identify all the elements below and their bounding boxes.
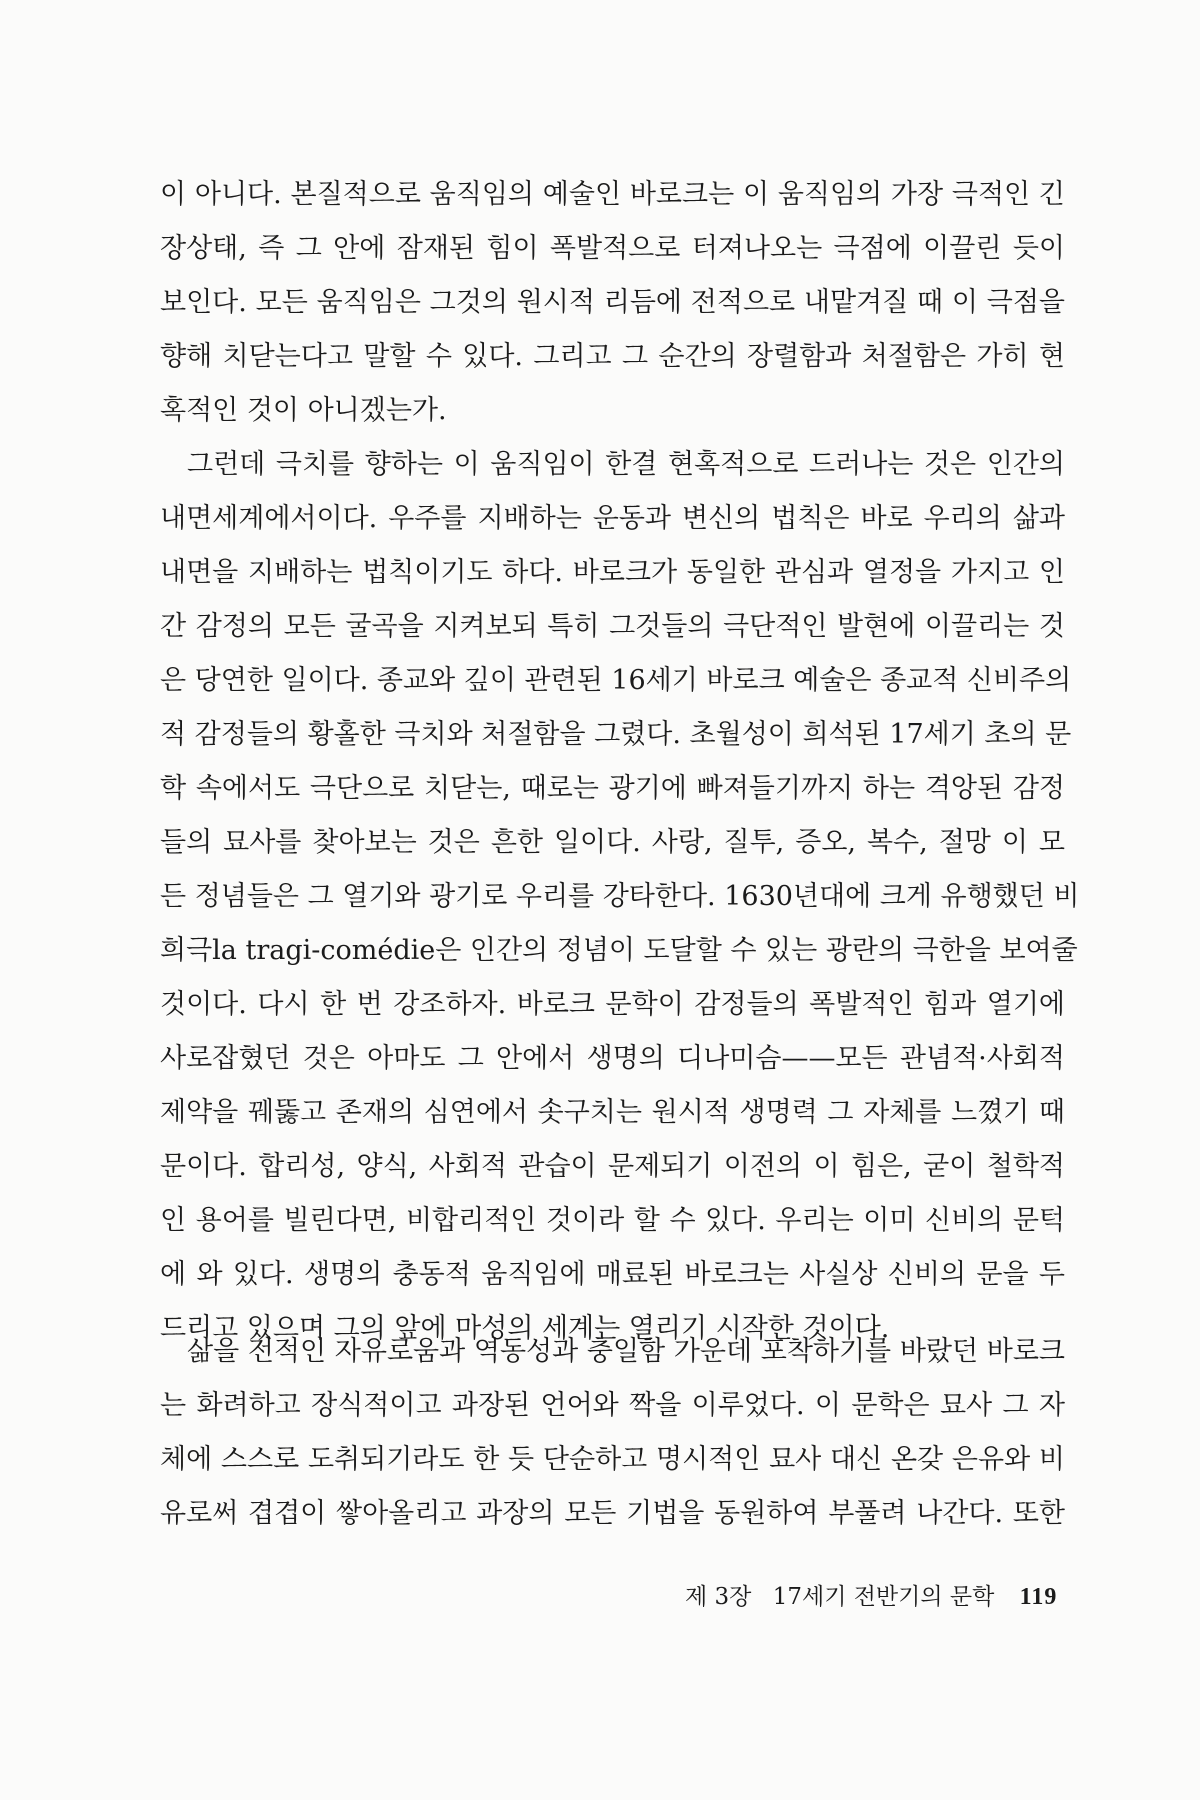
text-line: 내면을 지배하는 법칙이기도 하다. 바로크가 동일한 관심과 열정을 가지고 인	[160, 557, 1065, 588]
text-line: 체에 스스로 도취되기라도 한 듯 단순하고 명시적인 묘사 대신 온갖 은유와 비	[160, 1444, 1065, 1475]
body-text-upper	[160, 168, 1080, 1356]
text-line: 은 당연한 일이다. 종교와 깊이 관련된 16세기 바로크 예술은 종교적 신비주의	[160, 665, 1072, 696]
paragraph	[160, 438, 1080, 1356]
section-title: 17세기 전반기의 문학	[772, 1584, 995, 1610]
text-line: 드리고 있으며 그의 앞에 마성의 세계는 열리기 시작한 것이다.	[160, 1313, 890, 1344]
page-number: 119	[1019, 1584, 1058, 1610]
text-line: 제약을 꿰뚫고 존재의 심연에서 솟구치는 원시적 생명력 그 자체를 느꼈기 때	[160, 1097, 1065, 1128]
text-line: 유로써 겹겹이 쌓아올리고 과장의 모든 기법을 동원하여 부풀려 나간다. 또한	[160, 1498, 1065, 1529]
text-line: 것이다. 다시 한 번 강조하자. 바로크 문학이 감정들의 폭발적인 힘과 열기에	[160, 989, 1065, 1020]
body-text-lower	[160, 1325, 1065, 1541]
text-line: 혹적인 것이 아니겠는가.	[160, 395, 447, 426]
text-line: 삶을 전적인 자유로움과 역동성과 충일함 가운데 포착하기를 바랐던 바로크	[187, 1336, 1065, 1367]
text-line: 장상태, 즉 그 안에 잠재된 힘이 폭발적으로 터져나오는 극점에 이끌린 듯이	[160, 233, 1065, 264]
text-line: 내면세계에서이다. 우주를 지배하는 운동과 변신의 법칙은 바로 우리의 삶과	[160, 503, 1065, 534]
chapter-label: 제 3장	[685, 1584, 752, 1610]
text-line: 문이다. 합리성, 양식, 사회적 관습이 문제되기 이전의 이 힘은, 굳이 철학적	[160, 1151, 1065, 1182]
text-line: 에 와 있다. 생명의 충동적 움직임에 매료된 바로크는 사실상 신비의 문을 두	[160, 1259, 1065, 1290]
text-line: 희극la tragi-comédie은 인간의 정념이 도달할 수 있는 광란의 극한을 보여줄	[160, 935, 1078, 966]
text-line: 사로잡혔던 것은 아마도 그 안에서 생명의 디나미슴——모든 관념적·사회적	[160, 1043, 1065, 1074]
text-line: 학 속에서도 극단으로 치닫는, 때로는 광기에 빠져들기까지 하는 격앙된 감정	[160, 773, 1065, 804]
text-line: 그런데 극치를 향하는 이 움직임이 한결 현혹적으로 드러나는 것은 인간의	[187, 449, 1065, 480]
running-footer	[685, 1578, 1057, 1611]
text-line: 인 용어를 빌린다면, 비합리적인 것이라 할 수 있다. 우리는 이미 신비의 문턱	[160, 1205, 1065, 1236]
text-line: 보인다. 모든 움직임은 그것의 원시적 리듬에 전적으로 내맡겨질 때 이 극점을	[160, 287, 1065, 318]
text-line: 이 아니다. 본질적으로 움직임의 예술인 바로크는 이 움직임의 가장 극적인 긴	[160, 179, 1065, 210]
text-line: 적 감정들의 황홀한 극치와 처절함을 그렸다. 초월성이 희석된 17세기 초의 문	[160, 719, 1072, 750]
paragraph-continuation	[160, 168, 1065, 438]
text-line: 든 정념들은 그 열기와 광기로 우리를 강타한다. 1630년대에 크게 유행했던 비	[160, 881, 1080, 912]
paragraph	[160, 1325, 1065, 1541]
text-line: 간 감정의 모든 굴곡을 지켜보되 특히 그것들의 극단적인 발현에 이끌리는 것	[160, 611, 1065, 642]
text-line: 향해 치닫는다고 말할 수 있다. 그리고 그 순간의 장렬함과 처절함은 가히 현	[160, 341, 1065, 372]
text-line: 는 화려하고 장식적이고 과장된 언어와 짝을 이루었다. 이 문학은 묘사 그 자	[160, 1390, 1065, 1421]
text-line: 들의 묘사를 찾아보는 것은 흔한 일이다. 사랑, 질투, 증오, 복수, 절망 이 모	[160, 827, 1065, 858]
